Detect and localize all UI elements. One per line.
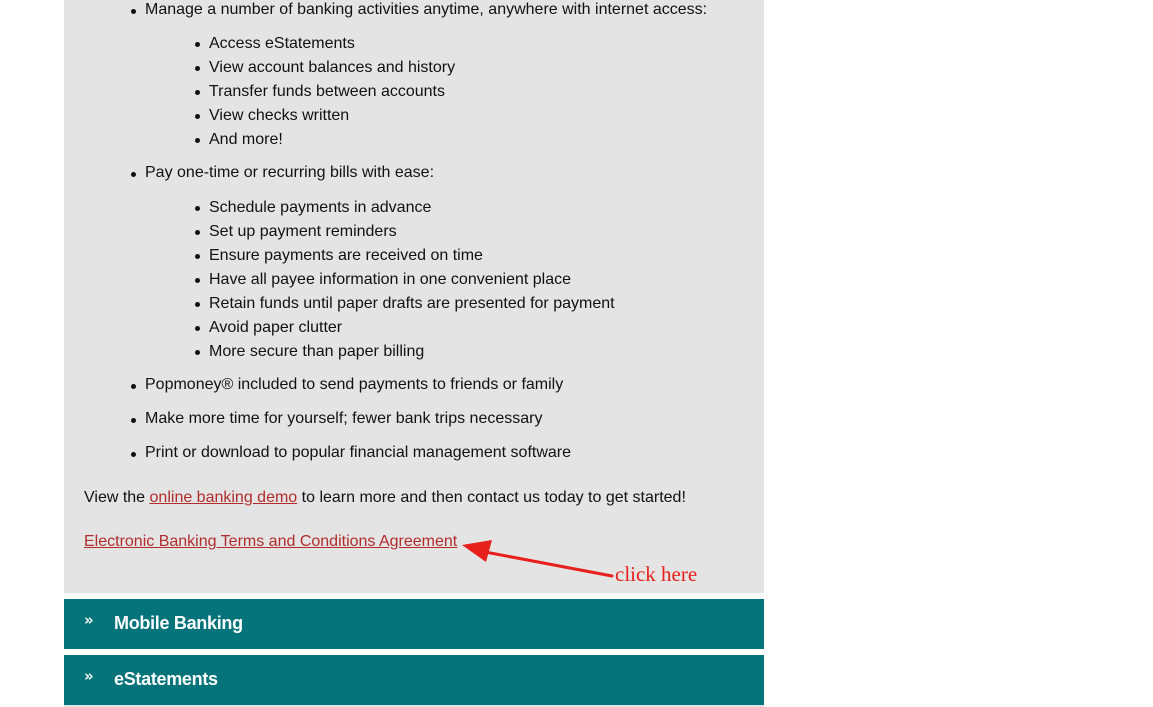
terms-paragraph bbox=[84, 532, 457, 552]
accordion-mobile-banking[interactable] bbox=[64, 599, 764, 649]
list-item: Retain funds until paper drafts are presented for payment bbox=[209, 295, 615, 312]
bullet-icon bbox=[195, 66, 200, 71]
bullet-icon bbox=[131, 172, 136, 177]
bullet-icon bbox=[195, 206, 200, 211]
bullet-icon bbox=[131, 452, 136, 457]
list-item: Access eStatements bbox=[209, 35, 355, 52]
demo-paragraph bbox=[84, 488, 686, 508]
bullet-icon bbox=[195, 350, 200, 355]
list-item: Transfer funds between accounts bbox=[209, 83, 445, 100]
bullet-icon bbox=[195, 42, 200, 47]
list-item: Have all payee information in one convenient place bbox=[209, 271, 572, 288]
bullet-icon bbox=[131, 9, 136, 14]
demo-prefix: View the bbox=[84, 489, 150, 506]
double-chevron-right-icon: » bbox=[84, 667, 94, 685]
bullet-icon bbox=[195, 230, 200, 235]
bullet-icon bbox=[195, 278, 200, 283]
bullet-icon bbox=[131, 418, 136, 423]
accordion-title: Mobile Banking bbox=[114, 613, 243, 633]
list-item: And more! bbox=[209, 131, 283, 148]
list-item: Set up payment reminders bbox=[209, 223, 397, 240]
list-item: Schedule payments in advance bbox=[209, 199, 432, 216]
demo-suffix: to learn more and then contact us today to get started! bbox=[297, 489, 686, 506]
list-item: Avoid paper clutter bbox=[209, 319, 343, 336]
feature-banking-intro: Manage a number of banking activities anytime, anywhere with internet access: bbox=[145, 1, 708, 18]
bullet-icon bbox=[131, 384, 136, 389]
bullet-icon bbox=[195, 254, 200, 259]
list-item: View checks written bbox=[209, 107, 350, 124]
accordion-estatements[interactable] bbox=[64, 655, 764, 705]
double-chevron-right-icon: » bbox=[84, 611, 94, 629]
feature-more-time: Make more time for yourself; fewer bank trips necessary bbox=[145, 410, 543, 427]
feature-popmoney: Popmoney® included to send payments to friends or family bbox=[145, 376, 564, 393]
bullet-icon bbox=[195, 302, 200, 307]
terms-conditions-link[interactable]: Electronic Banking Terms and Conditions Agreement bbox=[84, 533, 458, 550]
bullet-icon bbox=[195, 326, 200, 331]
list-item: View account balances and history bbox=[209, 59, 456, 76]
online-banking-panel bbox=[64, 0, 764, 593]
feature-bills-intro: Pay one-time or recurring bills with ease: bbox=[145, 164, 435, 181]
list-item: Ensure payments are received on time bbox=[209, 247, 483, 264]
list-item: More secure than paper billing bbox=[209, 343, 425, 360]
bullet-icon bbox=[195, 114, 200, 119]
bullet-icon bbox=[195, 138, 200, 143]
bullet-icon bbox=[195, 90, 200, 95]
click-here-annotation: click here bbox=[615, 562, 698, 586]
accordion-title: eStatements bbox=[114, 669, 218, 689]
feature-print-download: Print or download to popular financial management software bbox=[145, 444, 572, 461]
online-banking-demo-link[interactable]: online banking demo bbox=[149, 489, 298, 506]
